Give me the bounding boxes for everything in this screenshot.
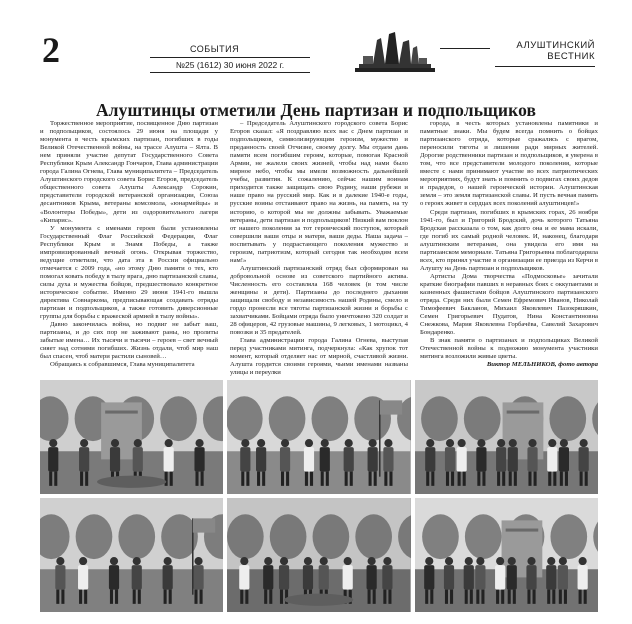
header-rule (495, 66, 595, 67)
article-column-3 (420, 120, 598, 378)
author-signature: Виктор МЕЛЬНИКОВ, фото автора (486, 361, 598, 369)
section-title: СОБЫТИЯ (190, 44, 240, 54)
article-paragraph: Артисты Дома творчества «Подмосковье» зачитали краткие биографии павших в неравных боях с оккупантами и казненных фашистами бойцов Алуштинского партизанского отряда. Среди них были Семен Ефремович Иванов, Николай Тимофеевич Бакланов, Михаил Яковлевич Пазокряшкин, Семен Григорьевич Пудатов, Нина Константиновна Снежкова, Мария Яковлевна Горбачёва, Савелий Захарович Бондаренко. (420, 272, 598, 337)
article-paragraph: Алуштинский партизанский отряд был сформирован на добровольной основе из советского партийного актива. Численность его составляла 168 человек (в том числе женщины и дети). Партизаны до последнего дыхания защищали свободу и независимость нашей Родины, смело и гордо пронесли все тяготы партизанской жизни и борьбы с захватчиками. Бойцами отряда было уничтожено 320 солдат и 28 офицеров, 42 грузовые машины, 9 легковых, 1 мотоцикл, 4 повозки и 35 предателей. (230, 264, 408, 337)
article-paragraph: – Председатель Алуштинского городского совета Борис Егоров сказал: «Я поздравляю всех вас с Днем партизан и подпольщиков, символизирующим героизм, мужество и преданность своей Отчизне, своему долгу. Мы отдаем дань памяти всем погибшим героям, которые, помогая Красной Армии, не жалели своих жизней, чтобы над нами было мирное небо, чтобы мы имели возможность дальнейшей учебы, развития. К сожалению, сейчас нашим воинам приходится также защищать свою Родину, наши рубежи и наше право на русский мир. Как и в далекие 1940-е годы, русские воины отстаивают право на жизнь, на память, на ту историю, о которой мы не должны забывать. Уважаемые ветераны, дети партизан и подпольщиков! Низкий вам поклон от нашего поколения за тот героический поступок, который совершили ваши отцы и матери, ваши деды. Наша задача – воспитывать у подрастающего поколения мужество и героизм, патриотизм, который сегодня так необходим всем нам!» (230, 120, 408, 264)
photo-laying-flowers (227, 498, 410, 612)
photo-grid (40, 380, 598, 612)
article-paragraph: У монумента с именами героев были установлены Государственный Флаг Российской Федерации, Флаг Республики Крым и Знамя Победы, а также импровизированный вечный огонь. Открывая торжество, ведущие отметили, что дата эта в России официально отмечается с 2009 года, «но этому Дню памяти о тех, кто помогал ковать победу в тылу врага, дню партизанской славы, силы духа и мужества бойцов, предшествовало конкретное историческое событие. Именно 29 июня 1941-го вышла директива Совнаркома, предписывающая создавать отряды партизан и подпольщиков, а также готовить диверсионные группы для борьбы с вражеской армией в тылу войны». (40, 224, 218, 321)
article-paragraph: Торжественное мероприятие, посвященное Дню партизан и подпольщиков, состоялось 29 июня на площади у монумента в честь крымских партизан, погибших в годы Великой Отечественной войны, на трассе Алушта – Ялта. В нем приняли участие депутат Государственного Совета Республики Крым Александр Гончаров, Глава администрации города Галина Огнева, Глава муниципалитета – Председатель Алуштинского городского совета Борис Егоров, председатель общественного совета Алушты Александр Сорокин, представители городской ветеранской организации, Союза десантников Крыма, ветераны комсомола, «юнармейцы» и «Волонтеры Победы», дети из оздоровительного лагеря «Кипарис». (40, 120, 218, 224)
article-paragraph: Среди партизан, погибших в крымских горах, 26 ноября 1941-го, был и Григорий Бродский, дочь которого Татьяна Бродская рассказала о том, как долго она и ее мама искали, где погиб их самый родной человек. И, наконец, благодаря алуштинским ветеранам, она увидела его имя на партизанском мемориале. Татьяна Григорьевна поблагодарила всех, кто принял участие в организации ее приезда из Керчи в Алушту на День партизан и подпольщиков. (420, 208, 598, 272)
article-body (40, 120, 598, 378)
article-paragraph: Давно закончилась война, но подвиг не забыт ваш, партизаны, и до сих пор не заживают раны, но пролиты забытые имена… Их тысячи и тысячи – героев – свет вечный сияет над сотнями погибших. Жизнь отдали, чтоб мир наш был спасен, чтоб матери растили сыновей… (40, 321, 218, 361)
issue-info: №25 (1612) 30 июня 2022 г. (175, 60, 285, 70)
article-paragraph: города, в честь которых установлены памятники и памятные знаки. Мы будем всегда помнить о бойцах партизанского отряда, которые сражались с врагом, переносили тяготы и лишения ради мирных жителей. Дорогие родственники партизан и подпольщиков, я уверена в том, что все представители молодого поколения, которые вместе с нами принимают участие во всех патриотических мероприятиях, будут знать и помнить о подвигах своих дедов и прадедов, о нашей героической истории. Алуштинская земля – это земля партизанской славы. И пусть вечная память о героях живет в сердцах всех поколений алуштинцев!» (420, 120, 598, 208)
photo-memorial-wreaths (40, 380, 223, 494)
photo-officials-speech (227, 380, 410, 494)
photo-crowd-at-monument (415, 380, 598, 494)
photo-partisan-monument (415, 498, 598, 612)
article-column-1 (40, 120, 218, 378)
header-rule (150, 57, 310, 58)
article-column-2 (230, 120, 408, 378)
newspaper-brand: АЛУШТИНСКИЙ ВЕСТНИК (516, 40, 595, 62)
header-rule (150, 72, 310, 73)
article-paragraph: В знак памяти о партизанах и подпольщиках Великой Отечественной войны к подножию монумента участники митинга возложили живые цветы. (420, 337, 598, 361)
article-paragraph: Глава администрации города Галина Огнева, выступая перед участниками митинга, подчеркнула: «Как хрупок тот момент, который отделяет нас от мирной, счастливой жизни. Алушта гордится своими героями, чьими именами названы улицы и переулки (230, 337, 408, 377)
photo-veterans-flags (40, 498, 223, 612)
masthead (0, 0, 632, 82)
monument-icon (355, 30, 435, 74)
header-rule (440, 48, 490, 49)
page-number: 2 (42, 30, 60, 70)
article-paragraph: Обращаясь к собравшимся, Глава муниципалитета (50, 361, 195, 369)
article-headline: Алуштинцы отметили День партизан и подпольщиков (95, 100, 537, 120)
